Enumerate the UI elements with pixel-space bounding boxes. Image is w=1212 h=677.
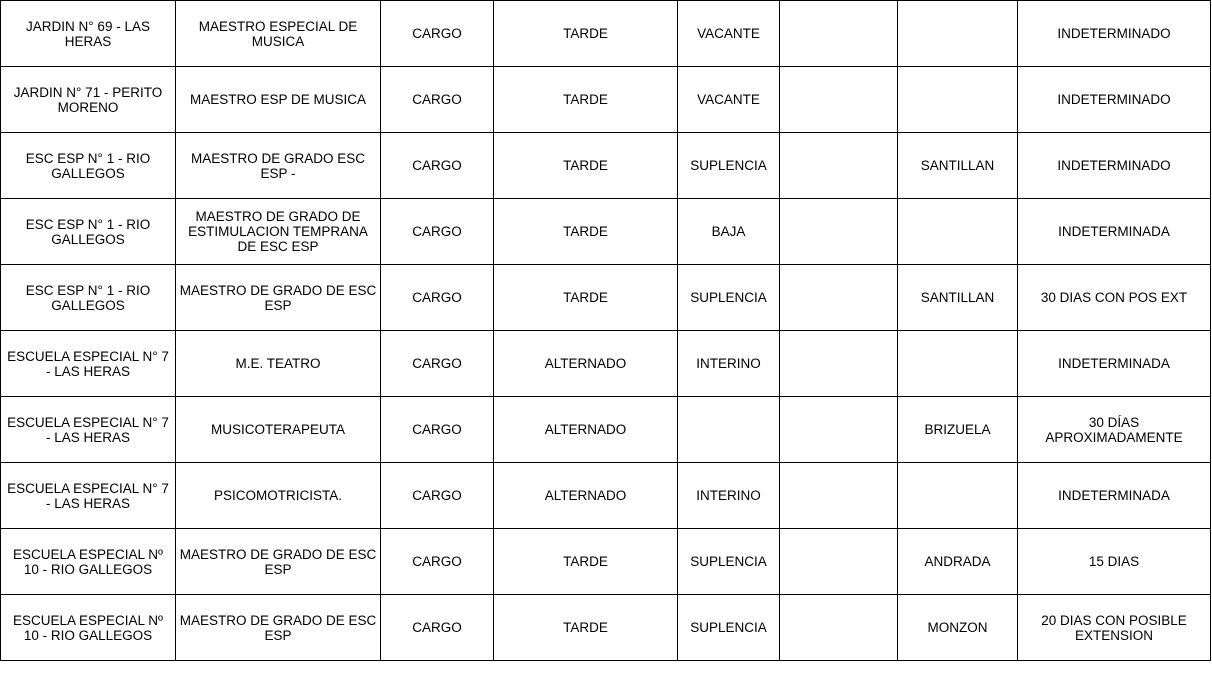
status-cell: INTERINO xyxy=(678,331,780,397)
shift-cell: ALTERNADO xyxy=(494,331,678,397)
empty-cell xyxy=(780,331,898,397)
type-cell: CARGO xyxy=(381,133,494,199)
position-cell: M.E. TEATRO xyxy=(176,331,381,397)
type-cell: CARGO xyxy=(381,595,494,661)
shift-cell: TARDE xyxy=(494,199,678,265)
duration-cell: INDETERMINADA xyxy=(1018,331,1211,397)
table-row xyxy=(1,265,1211,331)
type-cell: CARGO xyxy=(381,67,494,133)
empty-cell xyxy=(780,199,898,265)
shift-cell: TARDE xyxy=(494,1,678,67)
status-cell: SUPLENCIA xyxy=(678,529,780,595)
table-row xyxy=(1,1,1211,67)
status-cell: SUPLENCIA xyxy=(678,133,780,199)
empty-cell xyxy=(780,1,898,67)
school-cell: ESCUELA ESPECIAL N° 7 - LAS HERAS xyxy=(1,463,176,529)
vacancy-table-body xyxy=(1,1,1211,661)
school-cell: JARDIN N° 71 - PERITO MORENO xyxy=(1,67,176,133)
status-cell: INTERINO xyxy=(678,463,780,529)
position-cell: MAESTRO DE GRADO DE ESTIMULACION TEMPRANA DE ESC ESP xyxy=(176,199,381,265)
position-cell: MAESTRO DE GRADO DE ESC ESP xyxy=(176,529,381,595)
empty-cell xyxy=(780,265,898,331)
duration-cell: 30 DIAS CON POS EXT xyxy=(1018,265,1211,331)
empty-cell xyxy=(780,397,898,463)
table-row xyxy=(1,463,1211,529)
duration-cell: INDETERMINADA xyxy=(1018,199,1211,265)
table-row xyxy=(1,133,1211,199)
duration-cell: INDETERMINADA xyxy=(1018,463,1211,529)
duration-cell: INDETERMINADO xyxy=(1018,1,1211,67)
duration-cell: INDETERMINADO xyxy=(1018,67,1211,133)
status-cell: BAJA xyxy=(678,199,780,265)
school-cell: ESCUELA ESPECIAL Nº 10 - RIO GALLEGOS xyxy=(1,529,176,595)
status-cell xyxy=(678,397,780,463)
school-cell: ESC ESP N° 1 - RIO GALLEGOS xyxy=(1,199,176,265)
school-cell: ESCUELA ESPECIAL Nº 10 - RIO GALLEGOS xyxy=(1,595,176,661)
type-cell: CARGO xyxy=(381,199,494,265)
position-cell: MUSICOTERAPEUTA xyxy=(176,397,381,463)
type-cell: CARGO xyxy=(381,529,494,595)
shift-cell: TARDE xyxy=(494,595,678,661)
school-cell: ESCUELA ESPECIAL N° 7 - LAS HERAS xyxy=(1,397,176,463)
teacher-cell xyxy=(898,199,1018,265)
table-row xyxy=(1,67,1211,133)
shift-cell: ALTERNADO xyxy=(494,397,678,463)
shift-cell: ALTERNADO xyxy=(494,463,678,529)
type-cell: CARGO xyxy=(381,1,494,67)
school-cell: ESCUELA ESPECIAL N° 7 - LAS HERAS xyxy=(1,331,176,397)
duration-cell: 15 DIAS xyxy=(1018,529,1211,595)
school-cell: JARDIN N° 69 - LAS HERAS xyxy=(1,1,176,67)
duration-cell: 20 DIAS CON POSIBLE EXTENSION xyxy=(1018,595,1211,661)
teacher-cell: MONZON xyxy=(898,595,1018,661)
shift-cell: TARDE xyxy=(494,133,678,199)
table-row xyxy=(1,529,1211,595)
teacher-cell: SANTILLAN xyxy=(898,133,1018,199)
table-row xyxy=(1,331,1211,397)
teacher-cell xyxy=(898,1,1018,67)
type-cell: CARGO xyxy=(381,463,494,529)
status-cell: VACANTE xyxy=(678,1,780,67)
type-cell: CARGO xyxy=(381,397,494,463)
table-row xyxy=(1,595,1211,661)
type-cell: CARGO xyxy=(381,331,494,397)
teacher-cell xyxy=(898,463,1018,529)
shift-cell: TARDE xyxy=(494,529,678,595)
status-cell: VACANTE xyxy=(678,67,780,133)
empty-cell xyxy=(780,67,898,133)
position-cell: PSICOMOTRICISTA. xyxy=(176,463,381,529)
position-cell: MAESTRO DE GRADO DE ESC ESP xyxy=(176,265,381,331)
school-cell: ESC ESP N° 1 - RIO GALLEGOS xyxy=(1,133,176,199)
status-cell: SUPLENCIA xyxy=(678,595,780,661)
empty-cell xyxy=(780,463,898,529)
position-cell: MAESTRO ESP DE MUSICA xyxy=(176,67,381,133)
teacher-cell xyxy=(898,67,1018,133)
teacher-cell: SANTILLAN xyxy=(898,265,1018,331)
school-cell: ESC ESP N° 1 - RIO GALLEGOS xyxy=(1,265,176,331)
shift-cell: TARDE xyxy=(494,265,678,331)
table-row xyxy=(1,199,1211,265)
duration-cell: INDETERMINADO xyxy=(1018,133,1211,199)
teacher-cell: ANDRADA xyxy=(898,529,1018,595)
table-row xyxy=(1,397,1211,463)
duration-cell: 30 DÍAS APROXIMADAMENTE xyxy=(1018,397,1211,463)
empty-cell xyxy=(780,133,898,199)
teacher-cell xyxy=(898,331,1018,397)
status-cell: SUPLENCIA xyxy=(678,265,780,331)
position-cell: MAESTRO DE GRADO ESC ESP - xyxy=(176,133,381,199)
empty-cell xyxy=(780,529,898,595)
type-cell: CARGO xyxy=(381,265,494,331)
empty-cell xyxy=(780,595,898,661)
position-cell: MAESTRO DE GRADO DE ESC ESP xyxy=(176,595,381,661)
position-cell: MAESTRO ESPECIAL DE MUSICA xyxy=(176,1,381,67)
shift-cell: TARDE xyxy=(494,67,678,133)
teacher-cell: BRIZUELA xyxy=(898,397,1018,463)
